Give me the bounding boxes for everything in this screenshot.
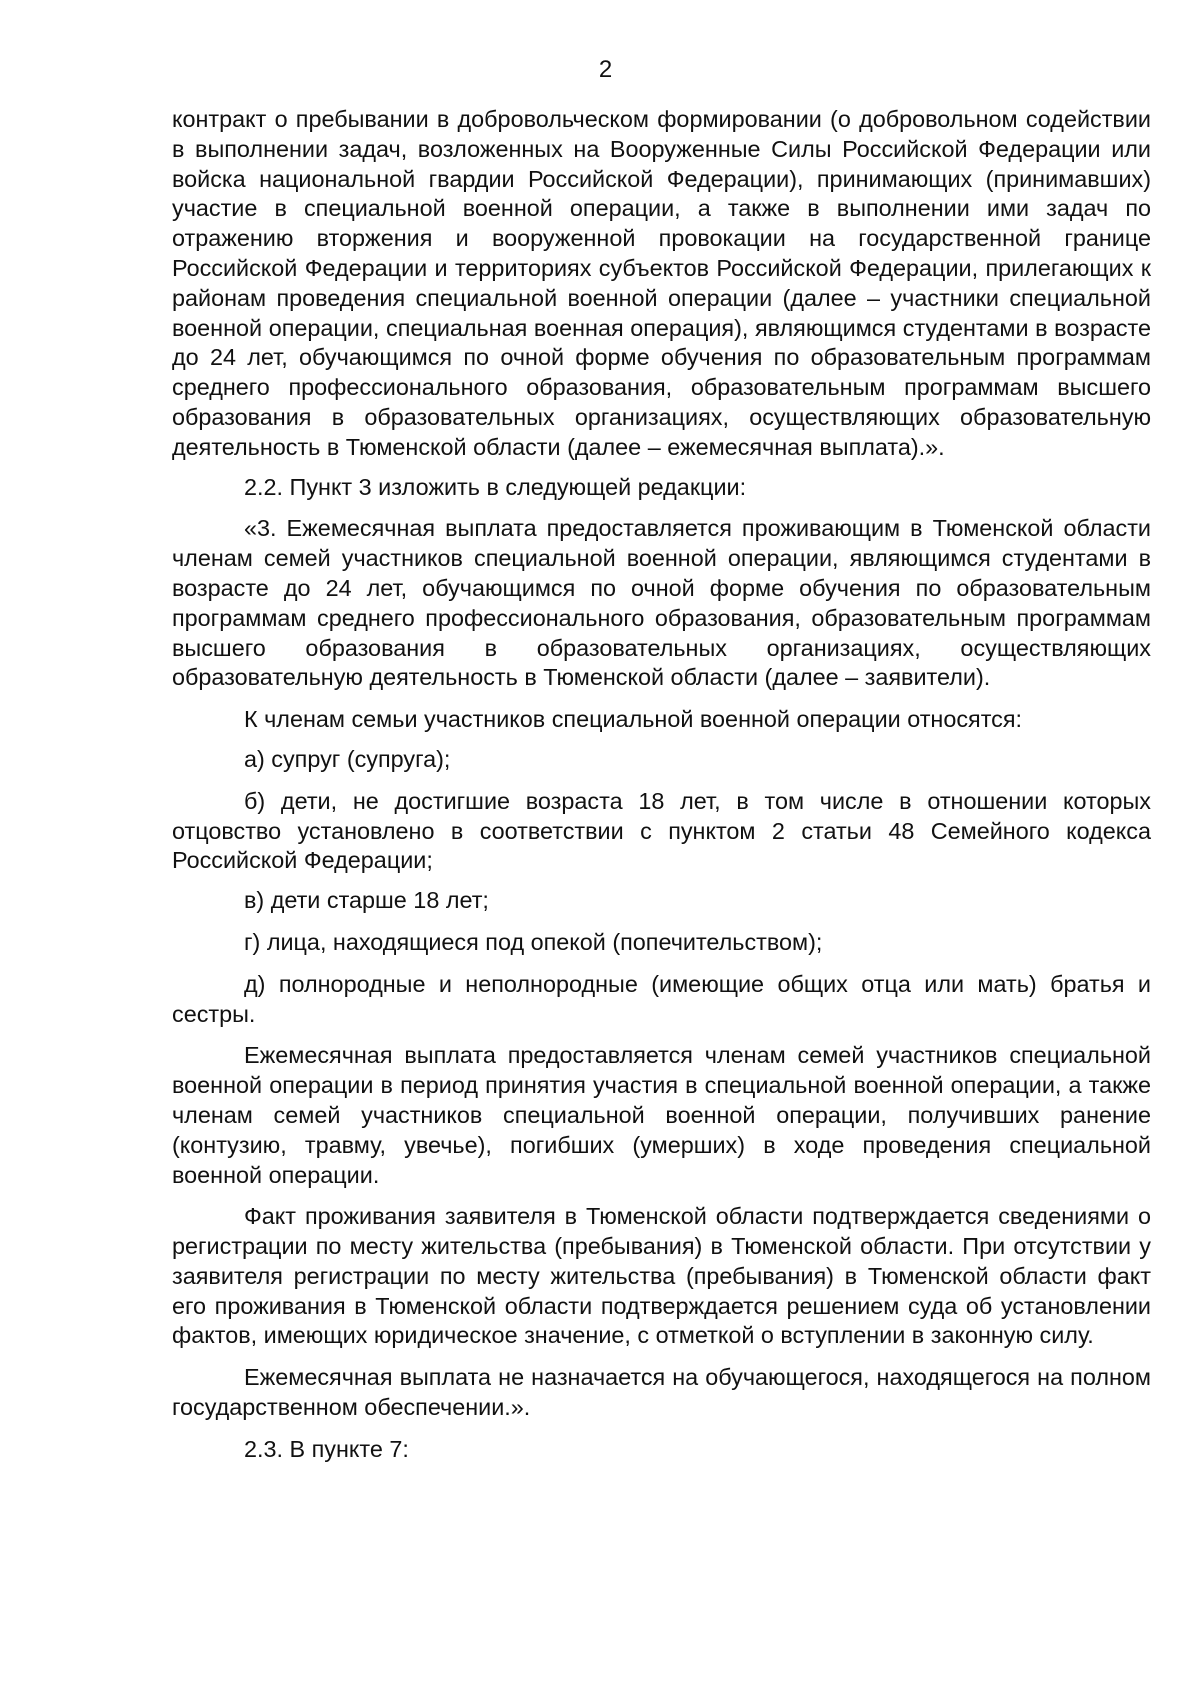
paragraph-residence-proof: Факт проживания заявителя в Тюменской области подтверждается сведениями о регистрации по месту жительства (пребывания) в Тюменской области. При отсутствии у заявителя регистрации по месту жительства (пребывания) в Тюменской области факт его проживания в Тюменской области подтверждается решением суда об установлении фактов, имеющих юридическое значение, с отметкой о вступлении в законную силу. <box>172 1203 1151 1349</box>
paragraph-exclusion: Ежемесячная выплата не назначается на обучающегося, находящегося на полном государственном обеспечении.». <box>172 1364 1151 1421</box>
paragraph-family-members: К членам семьи участников специальной военной операции относятся: <box>244 706 1023 733</box>
list-item-b: б) дети, не достигшие возраста 18 лет, в том числе в отношении которых отцовство установлено в соответствии с пунктом 2 статьи 48 Семейного кодекса Российской Федерации; <box>172 787 1151 874</box>
document-body <box>172 105 1151 1465</box>
paragraph-continuation: контракт о пребывании в добровольческом формировании (о добровольном содействии в выполнении задач, возложенных на Вооруженные Силы Российской Федерации или войска национальной гвардии Российской Федерации), принимающих (принимавших) участие в специальной военной операции, а также в выполнении ими задач по отражению вторжения и вооруженной провокации на государственной границе Российской Федерации и территориях субъектов Российской Федерации, прилегающих к районам проведения специальной военной операции (далее – участники специальной военной операции, специальная военная операция), являющимся студентами в возрасте до 24 лет, обучающимся по очной форме обучения по образовательным программам среднего профессионального образования, образовательным программам высшего образования в образовательных организациях, осуществляющих образовательную деятельность в Тюменской области (далее – ежемесячная выплата).». <box>172 106 1151 460</box>
paragraph-item-2-3: 2.3. В пункте 7: <box>244 1435 409 1462</box>
paragraph-item-2-2: 2.2. Пункт 3 изложить в следующей редакции: <box>244 473 747 500</box>
paragraph-point-3: «3. Ежемесячная выплата предоставляется проживающим в Тюменской области членам семей участников специальной военной операции, являющимся студентами в возрасте до 24 лет, обучающимся по очной форме обучения по образовательным программам среднего профессионального образования, образовательным программам высшего образования в образовательных организациях, осуществляющих образовательную деятельность в Тюменской области (далее – заявители). <box>172 515 1151 691</box>
paragraph-payment-period: Ежемесячная выплата предоставляется членам семей участников специальной военной операции в период принятия участия в специальной военной операции, а также членам семей участников специальной военной операции, получивших ранение (контузию, травму, увечье), погибших (умерших) в ходе проведения специальной военной операции. <box>172 1042 1151 1188</box>
list-item-a: а) супруг (супруга); <box>244 745 451 772</box>
page-number: 2 <box>598 56 613 83</box>
list-item-d: д) полнородные и неполнородные (имеющие общих отца или мать) братья и сестры. <box>172 970 1151 1027</box>
list-item-g: г) лица, находящиеся под опекой (попечительством); <box>244 928 823 955</box>
list-item-v: в) дети старше 18 лет; <box>244 887 489 914</box>
